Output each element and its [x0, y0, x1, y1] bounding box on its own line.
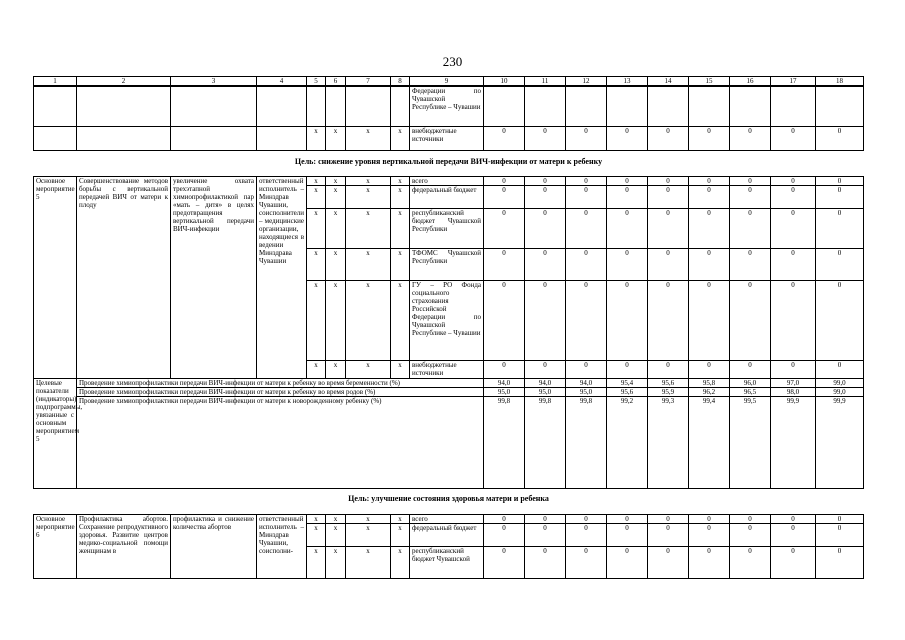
- indicator-value: 95,9: [648, 388, 689, 397]
- value-cell: 0: [730, 177, 771, 186]
- value-cell: 0: [566, 209, 607, 249]
- mark-cell: x: [307, 515, 326, 524]
- value-cell: 0: [566, 524, 607, 547]
- value-cell: 0: [689, 209, 730, 249]
- continuation-table: [33, 86, 864, 151]
- value-cell: 0: [771, 249, 816, 281]
- value-cell: 0: [648, 547, 689, 579]
- value-cell: 0: [525, 524, 566, 547]
- indicator-value: 97,0: [771, 379, 816, 388]
- table-row: [34, 77, 864, 86]
- value-cell: 0: [484, 186, 525, 209]
- mark-cell: x: [346, 249, 391, 281]
- mark-cell: x: [391, 177, 410, 186]
- value-cell: 0: [730, 515, 771, 524]
- value-cell: 0: [648, 177, 689, 186]
- column-header: 16: [730, 77, 771, 86]
- mark-cell: x: [326, 249, 346, 281]
- indicator-text: Проведение химиопрофилактики передачи ВИЧ-инфекции от матери к ребенку во время беременности (%): [77, 379, 484, 388]
- column-header: 2: [77, 77, 171, 86]
- value-cell: 0: [525, 281, 566, 361]
- funding-source: федеральный бюджет: [410, 186, 484, 209]
- value-cell: [484, 87, 525, 127]
- mark-cell: x: [307, 209, 326, 249]
- value-cell: 0: [730, 249, 771, 281]
- value-cell: 0: [689, 186, 730, 209]
- column-header: 10: [484, 77, 525, 86]
- indicator-value: 95,0: [484, 388, 525, 397]
- value-cell: 0: [484, 209, 525, 249]
- measure-title: Профилактика абортов. Сохранение репродуктивного здоровья. Развитие центров медико-социальной помощи женщинам в: [77, 515, 171, 579]
- value-cell: [566, 87, 607, 127]
- indicator-value: 99,9: [771, 397, 816, 489]
- responsible-executor: ответственный исполнитель – Минздрав Чувашии, соисполнители – медицинские организации, находящиеся в ведении Минздрава Чувашии: [257, 177, 307, 379]
- column-header: 4: [257, 77, 307, 86]
- funding-source: всего: [410, 515, 484, 524]
- column-header: 3: [171, 77, 257, 86]
- value-cell: 0: [566, 186, 607, 209]
- column-header: 15: [689, 77, 730, 86]
- mark-cell: x: [307, 524, 326, 547]
- value-cell: [525, 87, 566, 127]
- value-cell: 0: [607, 281, 648, 361]
- indicator-value: 96,0: [730, 379, 771, 388]
- column-header: 11: [525, 77, 566, 86]
- value-cell: 0: [566, 177, 607, 186]
- empty-cell: [77, 127, 171, 151]
- value-cell: 0: [484, 361, 525, 379]
- empty-cell: [171, 87, 257, 127]
- value-cell: 0: [816, 249, 864, 281]
- mark-cell: x: [326, 515, 346, 524]
- value-cell: 0: [484, 249, 525, 281]
- column-header: 13: [607, 77, 648, 86]
- measure-title: Совершенствование методов борьбы с вертикальной передачей ВИЧ от матери к плоду: [77, 177, 171, 379]
- mark-cell: x: [346, 361, 391, 379]
- empty-cell: [34, 87, 77, 127]
- mark-cell: x: [307, 281, 326, 361]
- indicator-text: Проведение химиопрофилактики передачи ВИЧ-инфекции от матери к новорожденному ребенку (%): [77, 397, 484, 489]
- value-cell: 0: [730, 281, 771, 361]
- value-cell: 0: [607, 547, 648, 579]
- value-cell: 0: [566, 515, 607, 524]
- mark-cell: x: [391, 127, 410, 151]
- value-cell: 0: [566, 361, 607, 379]
- indicator-text: Проведение химиопрофилактики передачи ВИЧ-инфекции от матери к ребенку во время родов (%): [77, 388, 484, 397]
- value-cell: 0: [648, 281, 689, 361]
- value-cell: 0: [566, 547, 607, 579]
- column-header: 8: [391, 77, 410, 86]
- mark-cell: x: [346, 547, 391, 579]
- responsible-executor: ответственный исполнитель – Минздрав Чувашии, соисполни-: [257, 515, 307, 579]
- value-cell: 0: [648, 186, 689, 209]
- value-cell: [730, 87, 771, 127]
- column-header: 1: [34, 77, 77, 86]
- mark-cell: x: [391, 524, 410, 547]
- funding-source: федеральный бюджет: [410, 524, 484, 547]
- table-row: [34, 127, 864, 151]
- value-cell: 0: [484, 515, 525, 524]
- value-cell: 0: [730, 127, 771, 151]
- value-cell: 0: [771, 281, 816, 361]
- funding-source: Федерации по Чувашской Республике – Чувашии: [410, 87, 484, 127]
- mark-cell: x: [391, 186, 410, 209]
- mark-cell: [307, 87, 326, 127]
- table-row: [34, 388, 864, 397]
- value-cell: 0: [525, 249, 566, 281]
- mark-cell: x: [307, 249, 326, 281]
- page-number: 230: [442, 54, 463, 69]
- indicator-value: 99,0: [816, 388, 864, 397]
- measure-number: Основное мероприятие 5: [34, 177, 77, 379]
- mark-cell: x: [346, 524, 391, 547]
- value-cell: [771, 87, 816, 127]
- value-cell: 0: [648, 127, 689, 151]
- indicator-value: 99,8: [525, 397, 566, 489]
- value-cell: 0: [607, 361, 648, 379]
- indicator-value: 99,8: [566, 397, 607, 489]
- value-cell: 0: [525, 127, 566, 151]
- indicator-value: 96,2: [689, 388, 730, 397]
- value-cell: 0: [689, 281, 730, 361]
- value-cell: 0: [525, 547, 566, 579]
- value-cell: 0: [689, 249, 730, 281]
- indicator-value: 99,4: [689, 397, 730, 489]
- value-cell: 0: [730, 361, 771, 379]
- table-row: [34, 87, 864, 127]
- mark-cell: x: [326, 361, 346, 379]
- value-cell: 0: [730, 186, 771, 209]
- mark-cell: x: [391, 361, 410, 379]
- mark-cell: x: [346, 186, 391, 209]
- indicator-value: 99,8: [484, 397, 525, 489]
- value-cell: 0: [607, 524, 648, 547]
- value-cell: 0: [607, 177, 648, 186]
- mark-cell: x: [346, 127, 391, 151]
- value-cell: 0: [525, 177, 566, 186]
- empty-cell: [257, 127, 307, 151]
- column-header: 14: [648, 77, 689, 86]
- indicators-table: [33, 378, 864, 489]
- value-cell: [689, 87, 730, 127]
- mark-cell: x: [346, 209, 391, 249]
- value-cell: 0: [648, 361, 689, 379]
- indicator-value: 94,0: [566, 379, 607, 388]
- funding-source: ТФОМС Чувашской Республики: [410, 249, 484, 281]
- funding-source: республиканский бюджет Чувашской Республики: [410, 209, 484, 249]
- value-cell: 0: [816, 186, 864, 209]
- empty-cell: [77, 87, 171, 127]
- column-header-row: [33, 76, 864, 86]
- funding-source: внебюджетные источники: [410, 361, 484, 379]
- value-cell: 0: [484, 281, 525, 361]
- mark-cell: x: [326, 209, 346, 249]
- mark-cell: x: [326, 547, 346, 579]
- mark-cell: x: [307, 547, 326, 579]
- value-cell: 0: [816, 209, 864, 249]
- value-cell: 0: [648, 524, 689, 547]
- measure-goal: профилактика и снижение количества абортов: [171, 515, 257, 579]
- measure-5-table: [33, 176, 864, 379]
- value-cell: 0: [730, 209, 771, 249]
- funding-source: внебюджетные источники: [410, 127, 484, 151]
- value-cell: 0: [771, 547, 816, 579]
- value-cell: 0: [816, 127, 864, 151]
- table-row: [34, 515, 864, 524]
- column-header: 6: [326, 77, 346, 86]
- value-cell: 0: [607, 127, 648, 151]
- mark-cell: x: [307, 361, 326, 379]
- value-cell: 0: [525, 361, 566, 379]
- value-cell: 0: [484, 127, 525, 151]
- mark-cell: x: [391, 547, 410, 579]
- mark-cell: x: [326, 127, 346, 151]
- mark-cell: x: [346, 281, 391, 361]
- value-cell: 0: [689, 127, 730, 151]
- mark-cell: x: [326, 177, 346, 186]
- mark-cell: x: [391, 249, 410, 281]
- value-cell: 0: [607, 515, 648, 524]
- indicator-value: 95,8: [689, 379, 730, 388]
- value-cell: 0: [648, 249, 689, 281]
- mark-cell: [346, 87, 391, 127]
- indicator-value: 95,0: [525, 388, 566, 397]
- value-cell: 0: [566, 281, 607, 361]
- value-cell: 0: [816, 177, 864, 186]
- value-cell: 0: [689, 515, 730, 524]
- measure-number: Основное мероприятие 6: [34, 515, 77, 579]
- table-row: [34, 177, 864, 186]
- funding-source: ГУ – РО Фонда социального страхования Российской Федерации по Чувашской Республике – Чувашии: [410, 281, 484, 361]
- mark-cell: x: [307, 186, 326, 209]
- mark-cell: x: [391, 209, 410, 249]
- value-cell: 0: [771, 361, 816, 379]
- empty-cell: [257, 87, 307, 127]
- column-header: 7: [346, 77, 391, 86]
- mark-cell: x: [346, 177, 391, 186]
- empty-cell: [34, 127, 77, 151]
- value-cell: 0: [816, 281, 864, 361]
- indicator-value: 99,3: [648, 397, 689, 489]
- mark-cell: x: [346, 515, 391, 524]
- indicator-value: 94,0: [484, 379, 525, 388]
- value-cell: 0: [607, 209, 648, 249]
- value-cell: 0: [771, 186, 816, 209]
- value-cell: 0: [771, 177, 816, 186]
- value-cell: 0: [525, 209, 566, 249]
- value-cell: [648, 87, 689, 127]
- mark-cell: x: [391, 515, 410, 524]
- indicator-value: 95,6: [648, 379, 689, 388]
- value-cell: 0: [816, 361, 864, 379]
- empty-cell: [171, 127, 257, 151]
- value-cell: 0: [648, 209, 689, 249]
- value-cell: 0: [816, 547, 864, 579]
- value-cell: 0: [771, 209, 816, 249]
- indicator-value: 99,9: [816, 397, 864, 489]
- indicator-value: 95,0: [566, 388, 607, 397]
- value-cell: 0: [816, 524, 864, 547]
- value-cell: 0: [771, 127, 816, 151]
- table-row: [34, 397, 864, 489]
- value-cell: 0: [566, 249, 607, 281]
- indicator-value: 94,0: [525, 379, 566, 388]
- value-cell: [607, 87, 648, 127]
- measure-goal: увеличение охвата трехэтапной химиопрофилактикой пар «мать – дитя» в целях предотвращения вертикальной передачи ВИЧ-инфекции: [171, 177, 257, 379]
- value-cell: 0: [730, 524, 771, 547]
- indicator-value: 96,5: [730, 388, 771, 397]
- indicator-value: 95,6: [607, 388, 648, 397]
- measure-6-table: [33, 514, 864, 579]
- indicator-value: 99,0: [816, 379, 864, 388]
- goal-heading-mother-child: Цель: улучшение состояния здоровья матери и ребенка: [348, 494, 549, 503]
- mark-cell: x: [307, 177, 326, 186]
- value-cell: 0: [566, 127, 607, 151]
- indicators-label: Целевые показатели (индикаторы) подпрограммы, увязанные с основным мероприятием 5: [34, 379, 77, 489]
- mark-cell: x: [326, 186, 346, 209]
- value-cell: 0: [771, 524, 816, 547]
- goal-heading-hiv: Цель: снижение уровня вертикальной передачи ВИЧ-инфекции от матери к ребенку: [294, 157, 603, 166]
- mark-cell: x: [307, 127, 326, 151]
- value-cell: 0: [730, 547, 771, 579]
- column-header: 12: [566, 77, 607, 86]
- value-cell: [816, 87, 864, 127]
- mark-cell: [391, 87, 410, 127]
- indicator-value: 99,2: [607, 397, 648, 489]
- mark-cell: [326, 87, 346, 127]
- column-header: 18: [816, 77, 864, 86]
- table-row: [34, 379, 864, 388]
- indicator-value: 95,4: [607, 379, 648, 388]
- mark-cell: x: [326, 281, 346, 361]
- value-cell: 0: [525, 515, 566, 524]
- value-cell: 0: [484, 177, 525, 186]
- value-cell: 0: [607, 249, 648, 281]
- value-cell: 0: [648, 515, 689, 524]
- indicator-value: 99,5: [730, 397, 771, 489]
- value-cell: 0: [484, 524, 525, 547]
- column-header: 17: [771, 77, 816, 86]
- value-cell: 0: [771, 515, 816, 524]
- value-cell: 0: [607, 186, 648, 209]
- column-header: 5: [307, 77, 326, 86]
- column-header: 9: [410, 77, 484, 86]
- funding-source: всего: [410, 177, 484, 186]
- value-cell: 0: [689, 177, 730, 186]
- funding-source: республиканский бюджет Чувашской: [410, 547, 484, 579]
- value-cell: 0: [525, 186, 566, 209]
- mark-cell: x: [391, 281, 410, 361]
- value-cell: 0: [689, 524, 730, 547]
- indicator-value: 98,0: [771, 388, 816, 397]
- value-cell: 0: [689, 547, 730, 579]
- value-cell: 0: [484, 547, 525, 579]
- mark-cell: x: [326, 524, 346, 547]
- value-cell: 0: [689, 361, 730, 379]
- value-cell: 0: [816, 515, 864, 524]
